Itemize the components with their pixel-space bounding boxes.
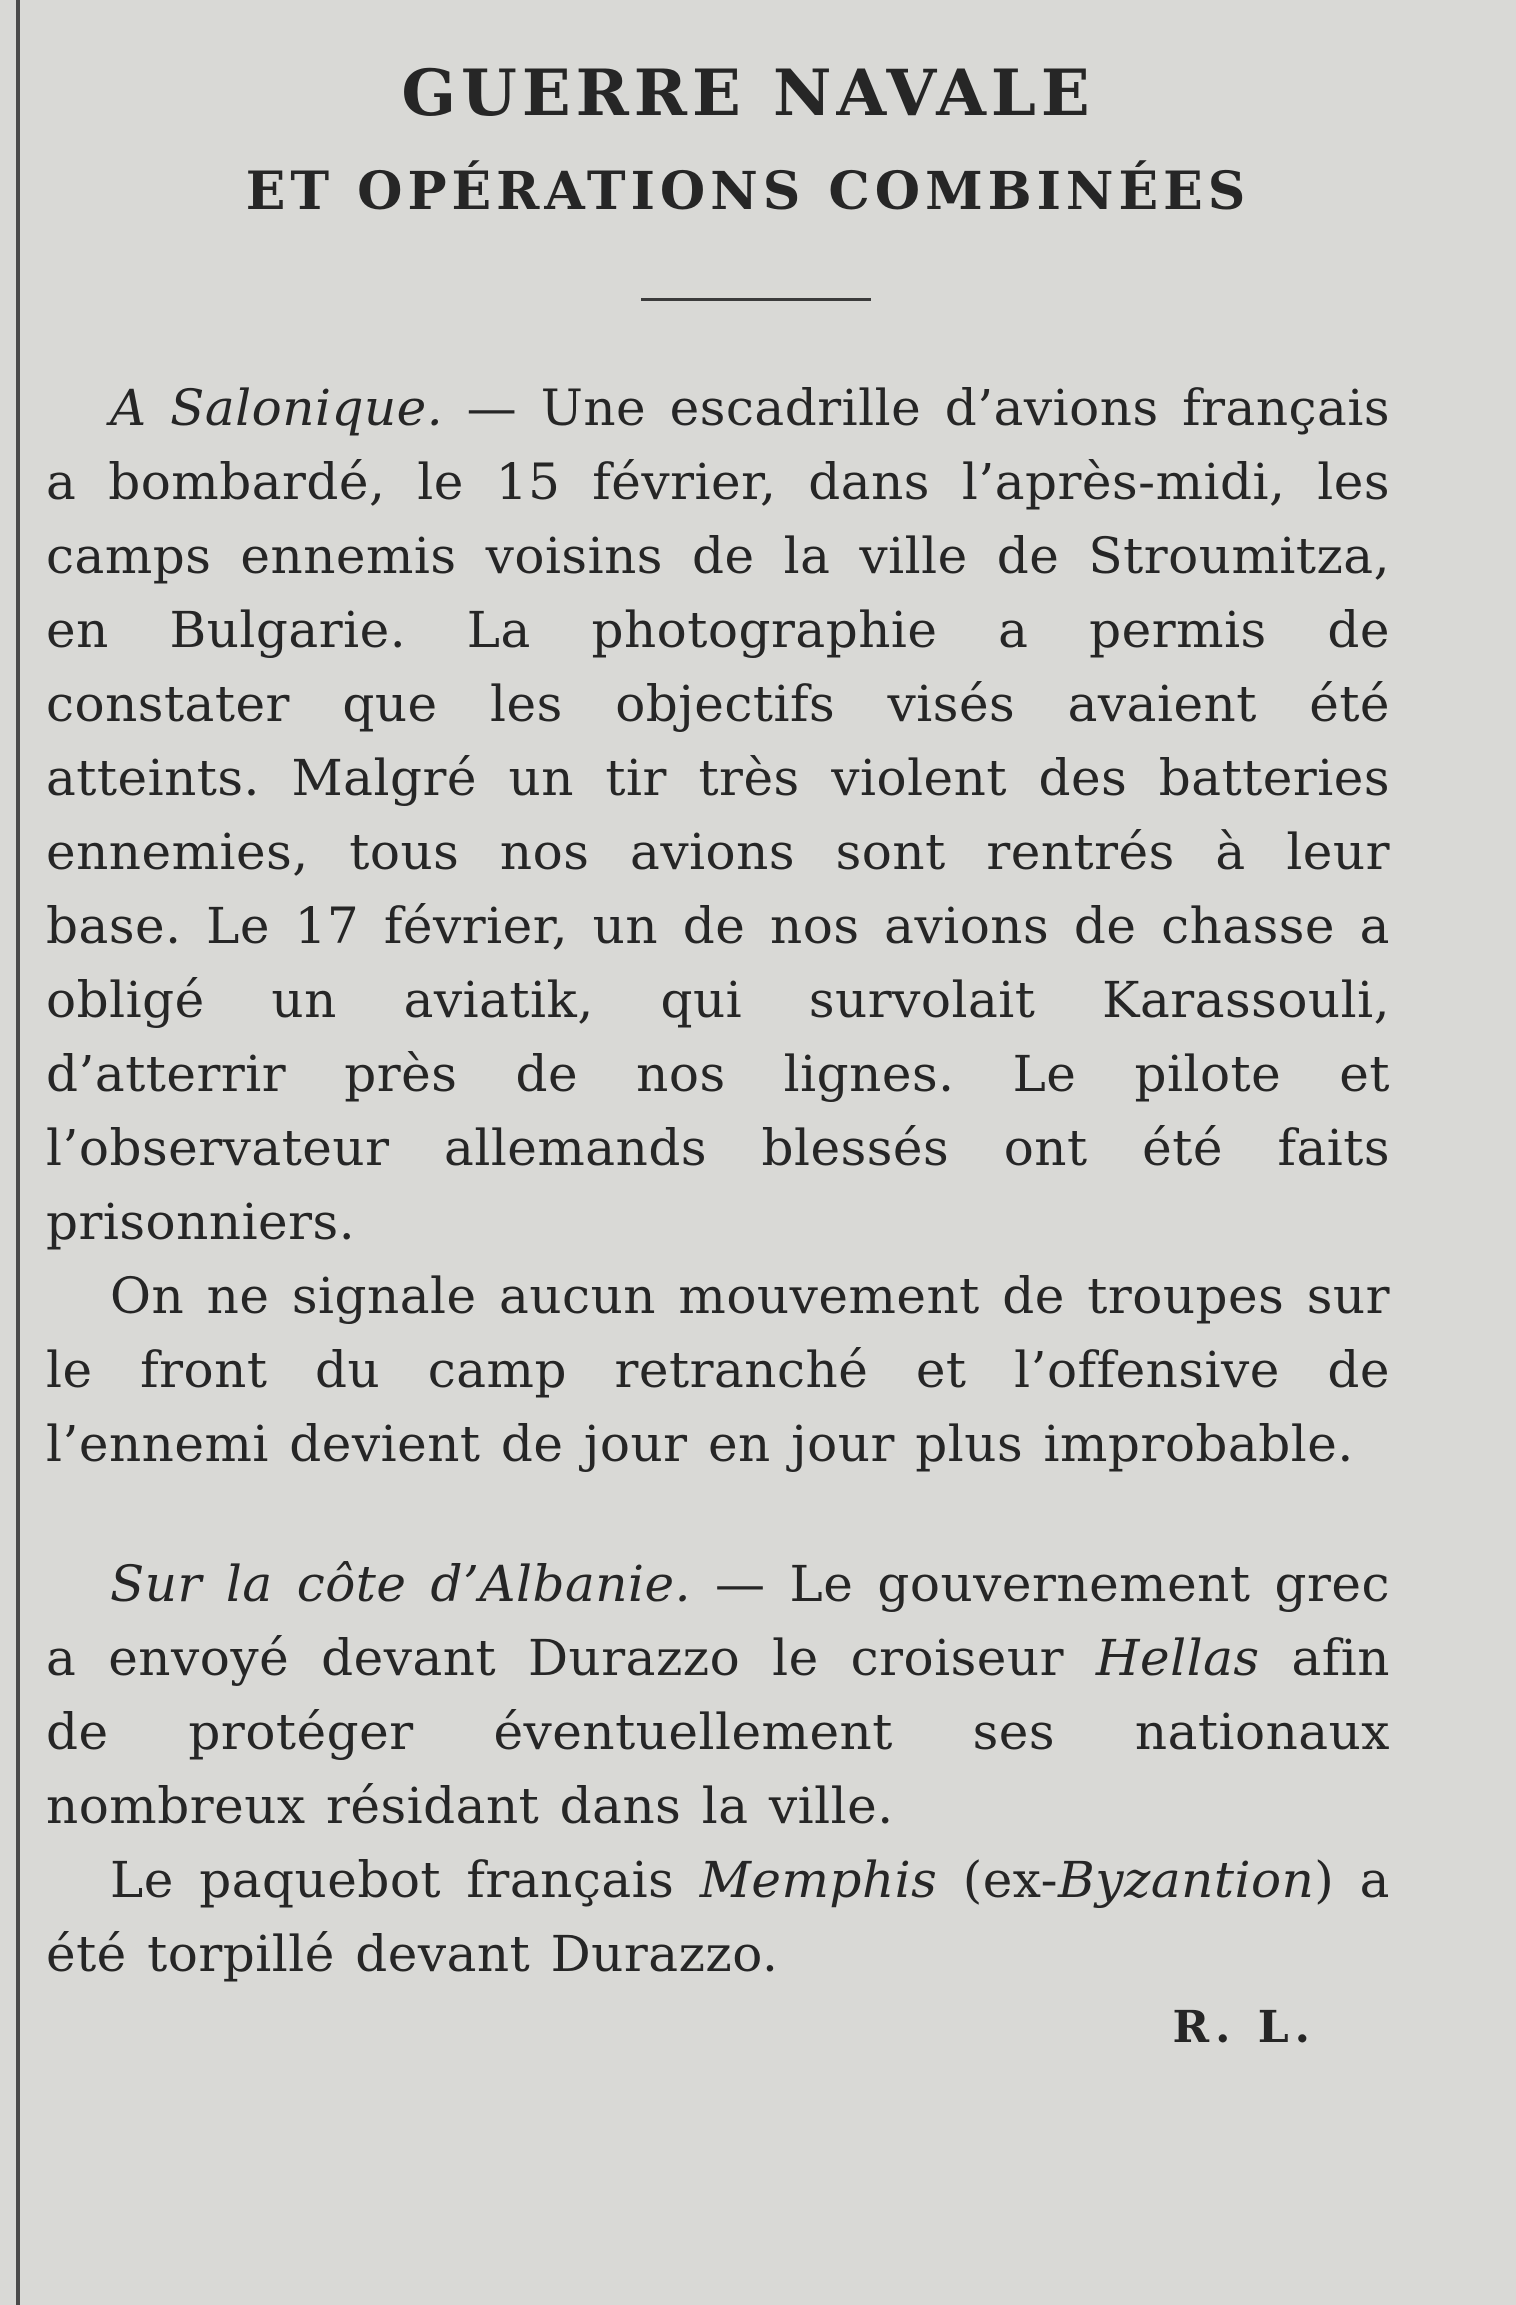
article-title: GUERRE NAVALE	[401, 56, 1095, 131]
author-signature: R. L.	[1172, 2002, 1316, 2053]
albanie-text-1a: — Le gouvernement grec a envoyé devant Durazzo le croiseur	[46, 1555, 1390, 1687]
albanie-text-1b: afin de protéger éventuellement ses nationaux nombreux résidant dans la ville.	[46, 1629, 1390, 1835]
article-subtitle: ET OPÉRATIONS COMBINÉES	[245, 161, 1251, 222]
albanie-text-2b: (ex-	[937, 1851, 1059, 1909]
article	[46, 48, 1390, 2065]
ship-name-memphis: Memphis	[699, 1851, 938, 1909]
albanie-text-2a: Le paquebot français	[110, 1851, 700, 1909]
albanie-text-2c: ) a été torpillé devant Durazzo.	[46, 1851, 1390, 1983]
salonique-label: A Salonique.	[110, 379, 444, 437]
column-rule	[16, 0, 20, 2305]
title-separator	[641, 298, 871, 301]
salonique-text-1: — Une escadrille d’avions français a bombardé, le 15 février, dans l’après-midi, les camps ennemis voisins de la ville de Stroumitza, en Bulgarie. La photographie a permis de constater que les objectifs visés avaient été atteints. Malgré un tir très violent des batteries ennemies, tous nos avions sont rentrés à leur base. Le 17 février, un de nos avions de chasse a obligé un aviatik, qui survolait Karassouli, d’atterrir près de nos lignes. Le pilote et l’observateur allemands blessés ont été faits prisonniers.	[46, 379, 1390, 1251]
albanie-paragraph-2	[46, 1843, 1390, 1991]
albanie-paragraph-1	[46, 1547, 1390, 1843]
ship-name-byzantion: Byzantion	[1058, 1851, 1315, 1909]
albanie-label: Sur la côte d’Albanie.	[110, 1555, 691, 1613]
salonique-paragraph-1	[46, 371, 1390, 1259]
salonique-paragraph-2: On ne signale aucun mouvement de troupes sur le front du camp retranché et l’offensive de l’ennemi devient de jour en jour plus improbable.	[46, 1267, 1390, 1473]
ship-name-hellas: Hellas	[1095, 1629, 1260, 1687]
